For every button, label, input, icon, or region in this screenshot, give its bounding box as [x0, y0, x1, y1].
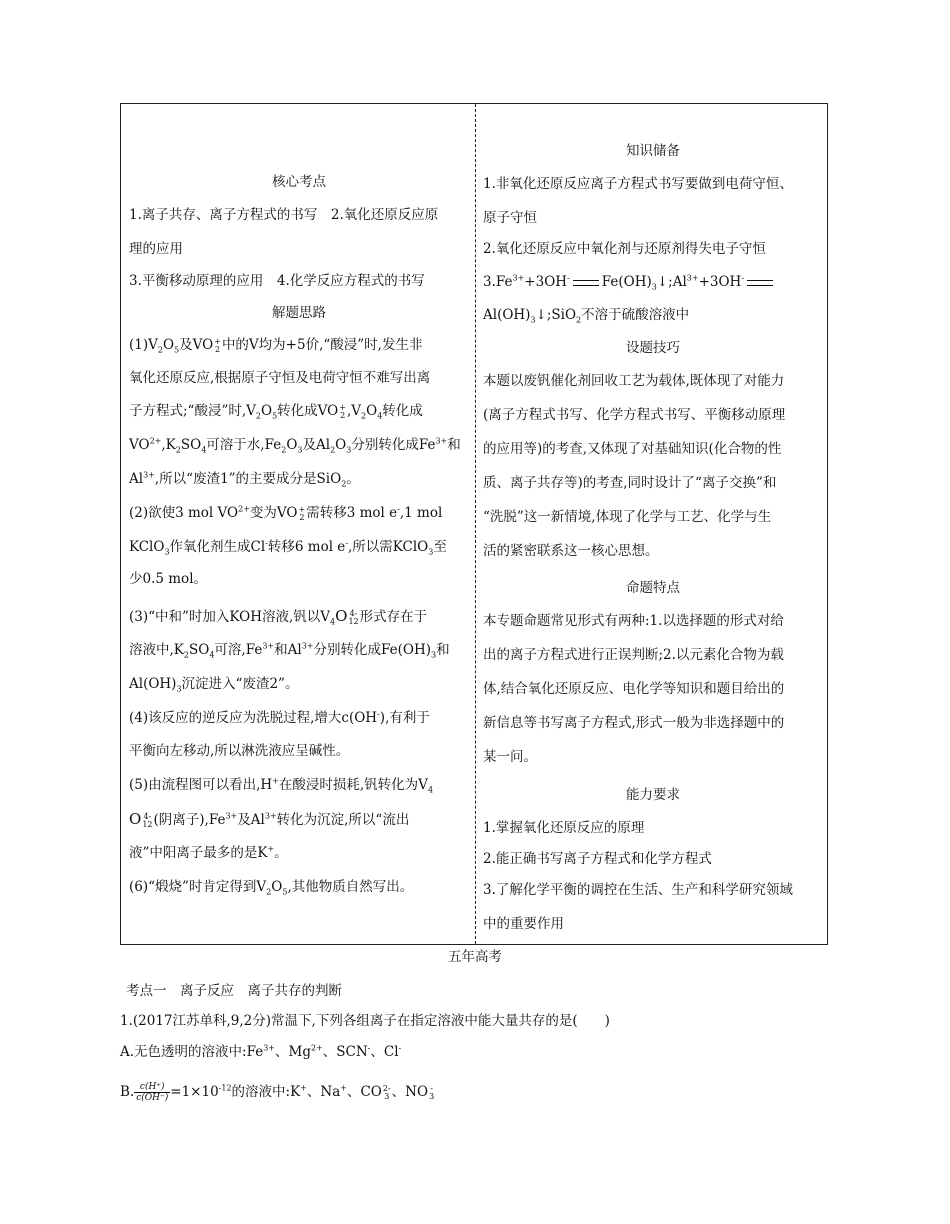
- section-title: 考点一 离子反应 离子共存的判断: [126, 983, 342, 999]
- column-divider: [475, 104, 476, 944]
- equals-sign: [747, 280, 773, 286]
- text-line: (6)“煅烧”时肯定得到$V_2O_5$,其他物质自然写出。: [129, 879, 414, 897]
- summary-table: [120, 103, 828, 945]
- text-line: 本专题命题常见形式有两种:1.以选择题的形式对给: [483, 613, 784, 629]
- text-line: 某一问。: [483, 749, 537, 765]
- equals-sign: [573, 280, 599, 286]
- text-line: $Al(OH)_3↓;SiO_2$不溶于硫酸溶液中: [483, 307, 690, 325]
- text-line: O 4- 12 (阴离子)$,Fe^{3+}$及$Al^{3+}$转化为沉淀,所以“流出: [129, 810, 410, 829]
- option-b: B. $\frac{c(H^+)}{c(OH^-)}$ $=1\times 10^{-12}$的溶液中:K+、Na+、CO 2- 3 、NO - 3: [120, 1082, 435, 1103]
- concentration-ratio: $\frac{c(H^+)}{c(OH^-)}$: [136, 1082, 169, 1103]
- text-line: $Al(OH)_3$沉淀进入“废渣2”。: [129, 676, 299, 694]
- text-line: $(1)V_2O_5$及VO + 2 中的V均为+5价,“酸浸”时,发生非: [129, 336, 423, 355]
- heading-skill: 设题技巧: [626, 340, 680, 356]
- text-line: 溶液中$,K_2SO_4$可溶$,Fe^{3+}$和$Al^{3+}$分别转化成$Fe(OH)_3$和: [129, 641, 450, 660]
- text-line: (2)欲使3 mol $VO^{2+}$变为VO + 2 需转移3 mol e-,1 mol: [129, 504, 443, 522]
- text-line: 氧化还原反应,根据原子守恒及电荷守恒不难写出离: [129, 370, 431, 386]
- section-heading: 五年高考: [448, 949, 502, 965]
- text-line: 质、离子共存等)的考查,同时设计了“离子交换”和: [483, 475, 777, 491]
- text-line: (离子方程式书写、化学方程式书写、平衡移动原理: [483, 407, 786, 423]
- text-line: $3.Fe^{3+}+3OH^-$ $Fe(OH)_3↓;Al^{3+}+3OH^-$: [483, 272, 776, 292]
- text-line: 本题以废钒催化剂回收工艺为载体,既体现了对能力: [483, 373, 785, 389]
- text-line: 活的紧密联系这一核心思想。: [483, 543, 659, 559]
- text-line: 的应用等)的考查,又体现了对基础知识(化合物的性: [483, 441, 782, 457]
- heading-idea: 解题思路: [272, 305, 326, 321]
- text-line: 液”中阳离子最多的是K+。: [129, 844, 288, 861]
- text-line: 1.掌握氧化还原反应的原理: [483, 820, 645, 836]
- text-line: “洗脱”这一新情境,体现了化学与工艺、化学与生: [483, 509, 772, 525]
- heading-core: 核心考点: [272, 174, 326, 190]
- text-line: KClO$_3$作氧化剂生成Cl-转移6 mol e-,所以需KClO$_3$至: [129, 538, 447, 557]
- text-line: 原子守恒: [483, 210, 537, 226]
- text-line: 体,结合氧化还原反应、电化学等知识和题目给出的: [483, 681, 785, 697]
- text-line: 2.氧化还原反应中氧化剂与还原剂得失电子守恒: [483, 241, 766, 257]
- heading-features: 命题特点: [626, 580, 680, 596]
- heading-knowledge: 知识储备: [626, 143, 680, 159]
- text-line: 平衡向左移动,所以淋洗液应呈碱性。: [129, 743, 350, 759]
- text-line: 中的重要作用: [483, 916, 564, 932]
- text-line: (3)“中和”时加入KOH溶液,钒以$V_4O$ 4- 12 形式存在于: [129, 607, 428, 627]
- text-line: 1.离子共存、离子方程式的书写 2.氧化还原反应原: [129, 207, 439, 223]
- text-line: $Al^{3+}$,所以“废渣1”的主要成分是SiO$_2$。: [129, 470, 360, 489]
- text-line: 理的应用: [129, 241, 183, 257]
- text-line: 出的离子方程式进行正误判断;2.以元素化合物为载: [483, 647, 784, 663]
- text-line: 3.了解化学平衡的调控在生活、生产和科学研究领域: [483, 882, 793, 898]
- heading-ability: 能力要求: [626, 787, 680, 803]
- text-line: (5)由流程图可以看出,H+在酸浸时损耗,钒转化为$V_4$: [129, 776, 434, 795]
- text-line: 1.非氧化还原反应离子方程式书写要做到电荷守恒、: [483, 176, 793, 192]
- question-1: 1.(2017江苏单科,9,2分)常温下,下列各组离子在指定溶液中能大量共存的是( ): [120, 1013, 610, 1029]
- text-line: 3.平衡移动原理的应用 4.化学反应方程式的书写: [129, 273, 425, 289]
- text-line: 新信息等书写离子方程式,形式一般为非选择题中的: [483, 715, 785, 731]
- text-line: 2.能正确书写离子方程式和化学方程式: [483, 851, 712, 867]
- option-a: A.无色透明的溶液中$:Fe^{3+}$、$Mg^{2+}$、SCN-、Cl-: [120, 1043, 402, 1060]
- text-line: 子方程式;“酸浸”时$,V_2O_5$转化成VO + 2 $,V_2O_4$转化成: [129, 402, 423, 421]
- text-line: $VO^{2+},K_2SO_4$可溶于水$,Fe_2O_3$及$Al_2O_3$分别转化成$Fe^{3+}$和: [129, 436, 461, 455]
- text-line: 少0.5 mol。: [129, 571, 208, 587]
- text-line: (4)该反应的逆反应为洗脱过程,增大c(OH-),有利于: [129, 709, 430, 726]
